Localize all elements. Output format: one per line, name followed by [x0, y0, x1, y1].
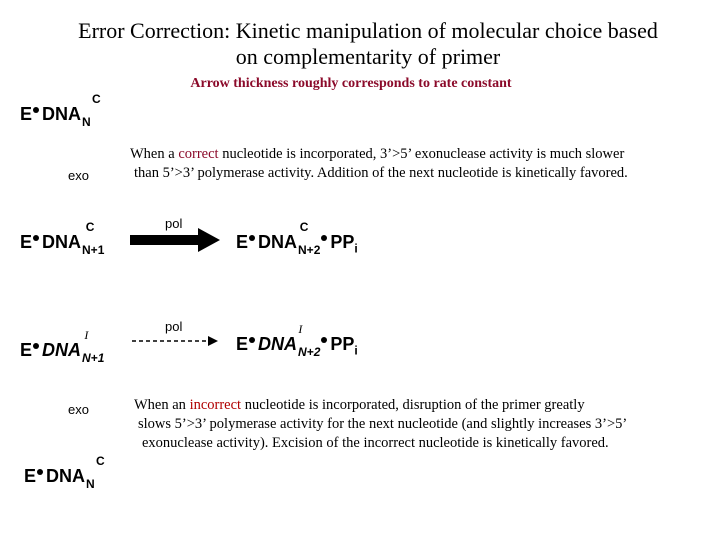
sub-sup	[81, 92, 101, 129]
exo-label-bottom: exo	[68, 402, 89, 417]
dot-icon	[33, 107, 39, 113]
exo-label-top: exo	[68, 168, 89, 183]
incorrect-note-line-2: slows 5’>3’ polymerase activity for the next nucleotide (and slightly increases 3’>5’	[138, 416, 628, 432]
pol-label-top: pol	[165, 216, 183, 231]
sup-label: I	[298, 322, 303, 336]
subtitle: Arrow thickness roughly corresponds to rate constant	[190, 76, 512, 91]
enzyme-label: E	[236, 232, 249, 252]
sub-label: N	[82, 115, 91, 129]
note-text: nucleotide is incorporated, disruption of the primer greatly	[241, 397, 585, 413]
dot-icon	[33, 343, 39, 349]
pol-label-bottom: pol	[165, 319, 183, 334]
incorrect-note	[124, 396, 718, 453]
sup-label: C	[92, 92, 101, 106]
dashed-arrow-icon	[132, 334, 222, 348]
incorrect-note-line-1	[124, 396, 718, 415]
note-text: When a	[130, 146, 179, 162]
title-line-2: on complementarity of primer	[235, 44, 501, 69]
ppi-label: PP	[330, 334, 355, 354]
dna-label: DNA	[42, 232, 82, 252]
sub-sup	[297, 220, 321, 257]
note-text: nucleotide is incorporated, 3’>5’ exonuclease activity is much slower	[218, 146, 625, 162]
dot-icon	[249, 235, 255, 241]
species-e-dna-i-n2-ppi	[236, 322, 358, 359]
sub-label: N+1	[82, 351, 105, 365]
sub-sup	[297, 322, 321, 359]
sub-label: N+1	[82, 243, 105, 257]
dot-icon	[33, 235, 39, 241]
sup-label: C	[96, 454, 105, 468]
ppi-subscript: i	[354, 343, 358, 358]
thick-arrow-icon	[130, 228, 220, 252]
correct-note	[118, 145, 718, 183]
dna-label: DNA	[42, 104, 82, 124]
incorrect-note-line-3: exonuclease activity). Excision of the incorrect nucleotide is kinetically favored.	[142, 435, 609, 451]
sub-sup	[85, 454, 105, 491]
dot-icon	[321, 235, 327, 241]
species-e-dna-c-n-top	[20, 92, 101, 129]
species-e-dna-c-n2-ppi	[236, 220, 358, 257]
ppi-subscript: i	[354, 241, 358, 256]
species-e-dna-i-n1	[20, 328, 105, 365]
sub-sup	[81, 220, 105, 257]
dna-label: DNA	[42, 340, 82, 360]
sup-label: I	[84, 328, 89, 342]
incorrect-keyword: incorrect	[189, 397, 242, 413]
enzyme-label: E	[20, 340, 33, 360]
sub-label: N+2	[298, 345, 321, 359]
dot-icon	[321, 337, 327, 343]
dna-label: DNA	[258, 232, 298, 252]
sub-sup	[81, 328, 105, 365]
sup-label: C	[299, 220, 309, 234]
note-text: When an	[134, 397, 190, 413]
enzyme-label: E	[20, 104, 33, 124]
correct-note-line-2: than 5’>3’ polymerase activity. Addition of the next nucleotide is kinetically favored.	[134, 165, 628, 181]
correct-keyword: correct	[178, 146, 219, 162]
ppi-label: PP	[330, 232, 355, 252]
dna-label: DNA	[258, 334, 298, 354]
dot-icon	[37, 469, 43, 475]
enzyme-label: E	[24, 466, 37, 486]
page-title	[0, 18, 720, 70]
enzyme-label: E	[236, 334, 249, 354]
sub-label: N	[86, 477, 95, 491]
sub-label: N+2	[298, 243, 321, 257]
sup-label: C	[85, 220, 95, 234]
title-line-1	[0, 18, 720, 44]
correct-note-line-1	[118, 145, 718, 164]
species-e-dna-c-n-bottom	[24, 454, 105, 491]
enzyme-label: E	[20, 232, 33, 252]
species-e-dna-c-n1	[20, 220, 105, 257]
title-bold: Error Correction	[78, 18, 225, 43]
title-rest: : Kinetic manipulation of molecular choice based	[224, 18, 658, 43]
dna-label: DNA	[46, 466, 86, 486]
dot-icon	[249, 337, 255, 343]
